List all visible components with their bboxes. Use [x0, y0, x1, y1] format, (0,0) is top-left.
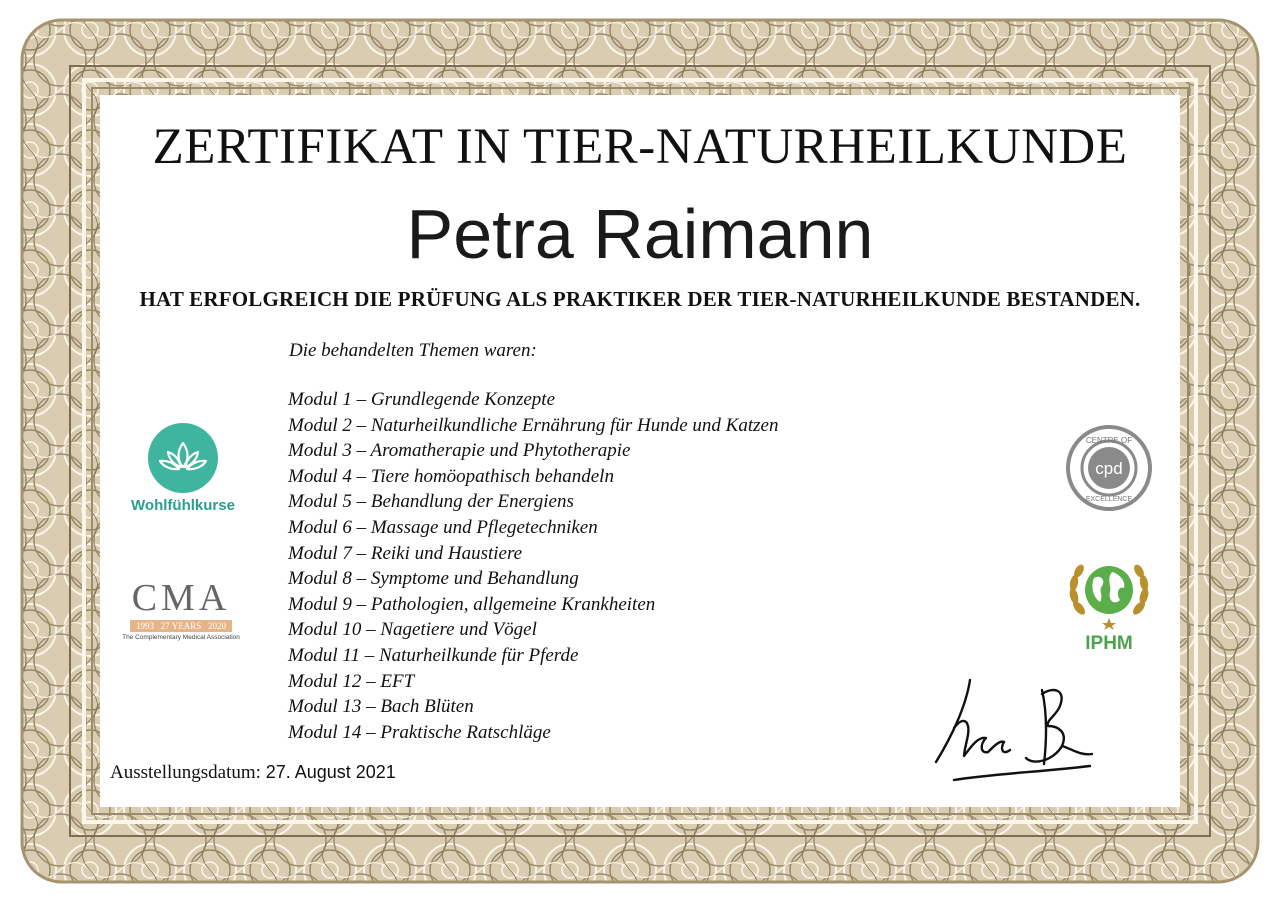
module-item: Modul 11 – Naturheilkunde für Pferde — [288, 644, 579, 666]
certificate-title: ZERTIFIKAT IN TIER-NATURHEILKUNDE — [152, 119, 1128, 175]
cpd-mid-text: cpd — [1095, 459, 1123, 478]
cma-years: 27 YEARS — [160, 621, 202, 631]
signature — [930, 676, 1110, 788]
cma-years-band — [130, 620, 232, 632]
module-item: Modul 10 – Nagetiere und Vögel — [288, 619, 537, 641]
cpd-top-text: CENTRE OF — [1085, 436, 1133, 445]
lotus-icon — [148, 423, 218, 493]
module-item: Modul 13 – Bach Blüten — [288, 696, 474, 718]
iphm-text: IPHM — [1085, 633, 1133, 654]
cma-year-start: 1993 — [136, 621, 154, 631]
cma-year-end: 2020 — [207, 621, 226, 631]
module-item: Modul 3 – Aromatherapie und Phytotherapie — [288, 440, 631, 462]
issue-date-line — [110, 762, 396, 784]
module-item: Modul 2 – Naturheilkundliche Ernährung für Hunde und Katzen — [288, 414, 779, 436]
module-item: Modul 9 – Pathologien, allgemeine Krankheiten — [288, 593, 656, 615]
module-item: Modul 5 – Behandlung der Energiens — [288, 491, 574, 513]
module-list — [288, 387, 778, 745]
issue-date-value: 27. August 2021 — [265, 762, 396, 782]
iphm-logo — [1062, 556, 1156, 655]
cpd-bottom-text: EXCELLENCE — [1085, 496, 1133, 503]
cma-association-name: The Complementary Medical Association — [122, 634, 240, 641]
module-item: Modul 6 – Massage und Pflegetechniken — [288, 516, 598, 538]
passed-statement: HAT ERFOLGREICH DIE PRÜFUNG ALS PRAKTIKER DER TIER-NATURHEILKUNDE BESTANDEN. — [139, 287, 1141, 311]
cma-letters: CMA — [131, 577, 231, 619]
wohlfuehlkurse-text: Wohlfühlkurse — [131, 497, 235, 514]
module-item: Modul 1 – Grundlegende Konzepte — [288, 389, 556, 410]
issue-date-label: Ausstellungsdatum: — [110, 762, 261, 783]
recipient-name-text: Petra Raimann — [406, 195, 874, 273]
module-item: Modul 4 – Tiere homöopathisch behandeln — [288, 465, 614, 487]
topics-intro: Die behandelten Themen waren: — [289, 340, 537, 361]
wohlfuehlkurse-logo — [122, 423, 244, 514]
recipient-name — [0, 194, 1280, 274]
module-item: Modul 14 – Praktische Ratschläge — [288, 721, 551, 743]
module-item: Modul 8 – Symptome und Behandlung — [288, 568, 579, 590]
module-item: Modul 7 – Reiki und Haustiere — [288, 542, 523, 564]
module-item: Modul 12 – EFT — [288, 670, 415, 692]
laurel-globe-icon — [1062, 556, 1156, 630]
cma-logo — [122, 578, 240, 641]
cpd-logo — [1064, 424, 1154, 512]
